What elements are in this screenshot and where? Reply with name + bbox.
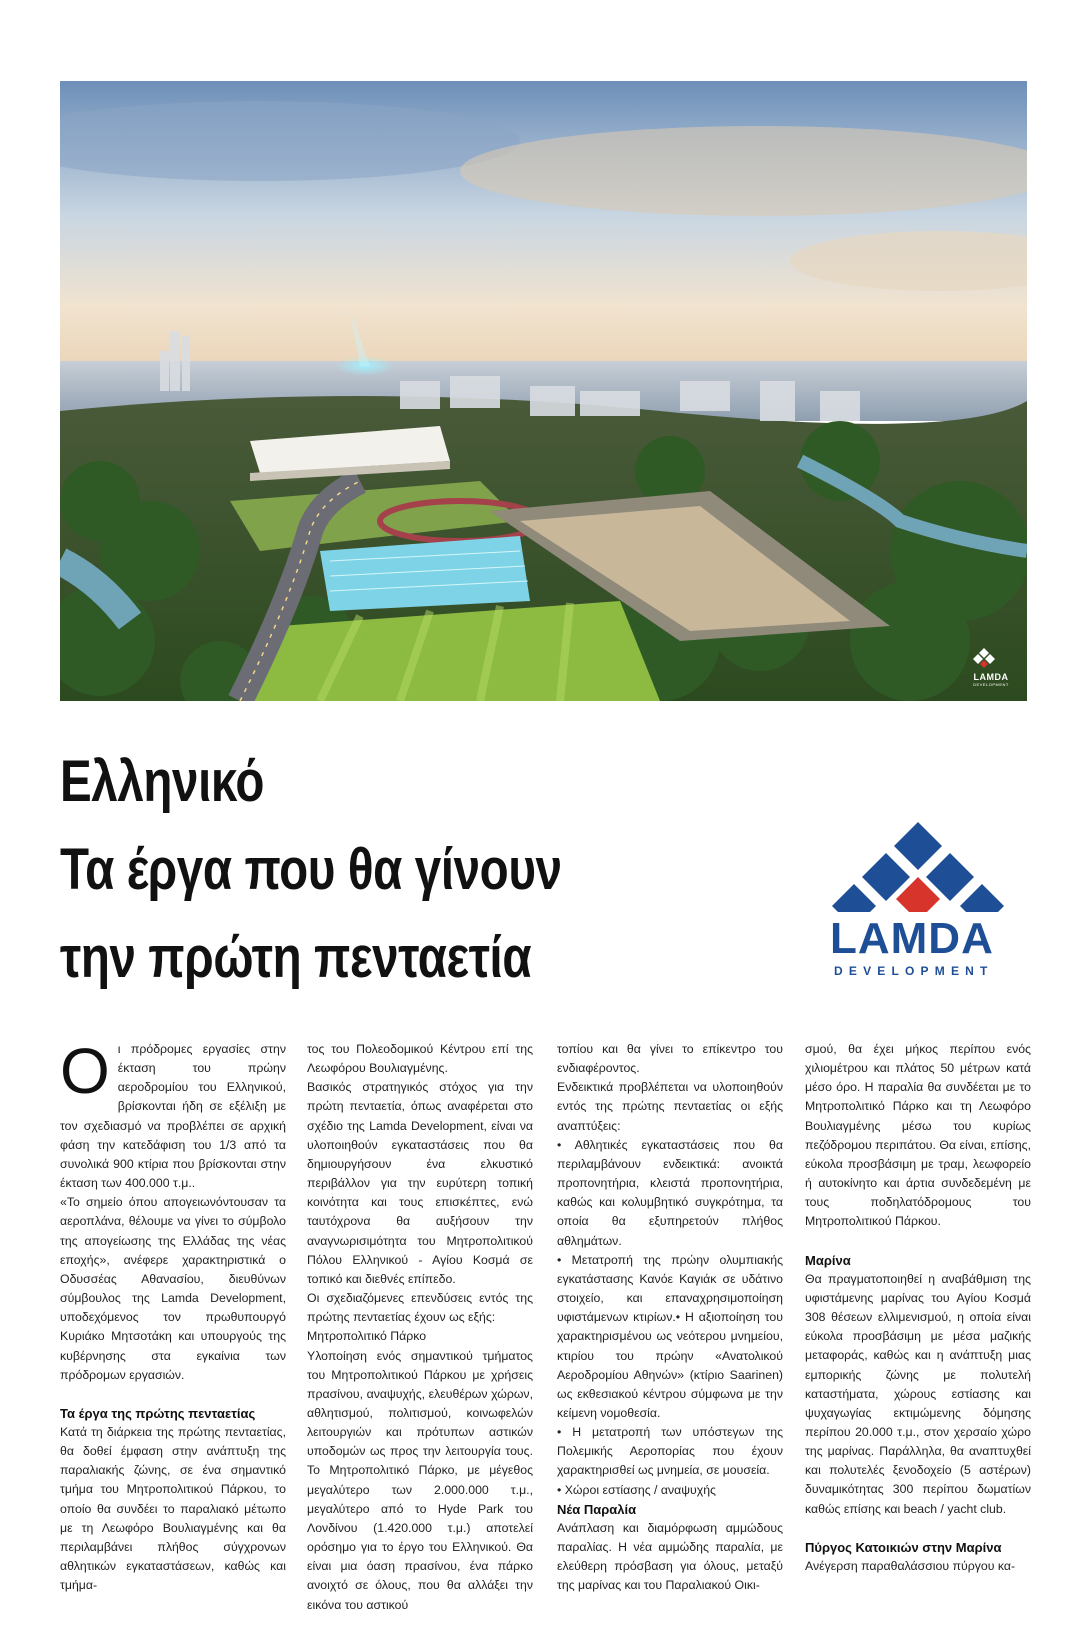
hero-watermark-logo (969, 648, 1013, 687)
hero-logo-text: LAMDA (973, 672, 1009, 682)
paragraph: Ανάπλαση και διαμόρφωση αμμώδους παραλίας. Η νέα αμμώδης παραλία, με ελεύθερη πρόσβαση για όλους, μεταξύ της μαρίνας και του Παραλιακού Οικι- (557, 1520, 783, 1593)
paragraph: Κατά τη διάρκεια της πρώτης πενταετίας, θα δοθεί έμφαση στην ανάπτυξη της παραλιακής ζώνης, σε ένα σημαντικό τμήμα του Μητροπολιτικού Πάρκου, το οποίο θα συνδέει το παραλιακό μέτωπο με τη Λεωφόρο Βουλιαγμένης και θα περιλαμβάνει πλήθος σύγχρονων αθλητικών εγκαταστάσεων, καθώς και τμήμα- (60, 1424, 286, 1593)
bullet-item: • Μετατροπή της πρώην ολυμπιακής εγκατάστασης Κανόε Καγιάκ σε υδάτινο στοιχείο, και επαναχρησιμοποίηση υφιστάμενων κτιρίων.• Η αξιοποίηση του χαρακτηρισμένου ως νεότερου μνημείου, κτιρίου του πρώην «Ανατολικού Αεροδρομίου Αθηνών» (κτίριο Saarinen) ως εκθεσιακού κέντρου σύμφωνα με την κείμενη νομοθεσία. (557, 1252, 783, 1420)
article-column-2 (307, 1040, 533, 1615)
lamda-small-icon (969, 648, 999, 670)
lamda-development-logo (820, 822, 1016, 982)
headline-line-1: Ελληνικό (60, 749, 265, 814)
lamda-diamonds-icon (820, 822, 1016, 914)
article-column-1 (60, 1035, 286, 1595)
headline-line-3: την πρώτη πενταετία (60, 925, 532, 990)
bullet-item: • Η μετατροπή των υπόστεγων της Πολεμικής Αεροπορίας που έχουν χαρακτηρισθεί ως μνημεία, σε μουσεία. (557, 1425, 783, 1478)
hero-illustration (60, 81, 1027, 701)
paragraph: σμού, θα έχει μήκος περίπου ενός χιλιομέτρου και πλάτος 50 μέτρων κατά μέσο όρο. Η παραλία θα συνδέεται με το Μητροπολιτικό Πάρκο και τη Λεωφόρο Βουλιαγμένης μέσω του κυρίως πεζόδρομου περιπάτου. Θα είναι, επίσης, εύκολα προσβάσιμη με τραμ, λεωφορείο ή αυτοκίνητο και άρτια συνδεδεμένη με τους ποδηλατόδρομους του Μητροπολιτικού Πάρκου. (805, 1042, 1031, 1229)
subheading: Πύργος Κατοικιών στην Μαρίνα (805, 1539, 1002, 1555)
paragraph: Θα πραγματοποιηθεί η αναβάθμιση της υφιστάμενης μαρίνας του Αγίου Κοσμά 308 θέσεων ελλιμενισμού, η οποία είναι εύκολα προσβάσιμη με μέσα μαζικής μεταφοράς, καθώς και η ανάπτυξη μιας εμπορικής ζώνης με πολυτελή καταστήματα, χώρους εστίασης και ψυχαγωγίας εκτιμώμενης δόμησης περίπου 20.000 τ.μ., στον χερσαίο χώρο της μαρίνας. Παράλληλα, θα αναπτυχθεί και πολυτελές ξενοδοχείο (5 αστέρων) δυναμικότητας 300 περίπου δωματίων καθώς επίσης και beach / yacht club. (805, 1271, 1031, 1516)
subheading: Μαρίνα (805, 1252, 851, 1268)
paragraph: Οι σχεδιαζόμενες επενδύσεις εντός της πρώτης πενταετίας έχουν ως εξής: (307, 1291, 533, 1325)
intro-text: ι πρόδρομες εργασίες στην έκταση του πρώην αεροδρομίου του Ελληνικού, βρίσκονται ήδη σε εξέλιξη με τον σχεδιασμό να προβλέπει σε αρχική φάση την κατεδάφιση του 1/3 από τα συνολικά 900 κτίρια που βρίσκονται στην έκταση των 400.000 τ.μ.. (60, 1042, 286, 1191)
headline (60, 738, 760, 1002)
hero-logo-sub: DEVELOPMENT (973, 682, 1009, 687)
paragraph: τοπίου και θα γίνει το επίκεντρο του ενδιαφέροντος. (557, 1042, 783, 1076)
brand-name: LAMDA (830, 914, 994, 963)
subheading: Νέα Παραλία (557, 1501, 637, 1517)
paragraph: Υλοποίηση ενός σημαντικού τμήματος του Μητροπολιτικού Πάρκου με χρήσεις πρασίνου, αναψυχής, ελευθέρων χώρων, αθλητισμού, πολιτισμού, κοινωφελών λειτουργιών και πρότυπων αστικών υποδομών ως προς την λειτουργία τους. Το Μητροπολιτικό Πάρκο, με μέγεθος μεγαλύτερο των 2.000.000 τ.μ., μεγαλύτερο από το Hyde Park του Λονδίνου (1.420.000 τ.μ.) αποτελεί ορόσημο για το έργο του Ελληνικού. Θα είναι μια όαση πρασίνου, ένα πάρκο ανοιχτό σε όλους, που θα αλλάξει την εικόνα του αστικού (307, 1348, 533, 1612)
brand-tagline: DEVELOPMENT (834, 964, 994, 978)
article-column-4 (805, 1040, 1031, 1576)
paragraph: Βασικός στρατηγικός στόχος για την πρώτη πενταετία, όπως αναφέρεται στο σχέδιο της Lamda Development, είναι να υλοποιηθούν εγκαταστάσεις που θα δημιουργήσουν ένα ελκυστικό περιβάλλον για την ευρύτερη τοπική κοινότητα και τους επισκέπτες, ενώ ταυτόχρονα θα αυξήσουν την αναγνωρισιμότητα του Μητροπολιτικού Πόλου Ελληνικού - Αγίου Κοσμά σε τοπικό και διεθνές επίπεδο. (307, 1080, 533, 1286)
paragraph: Ανέγερση παραθαλάσσιου πύργου κα- (805, 1558, 1016, 1573)
paragraph: Μητροπολιτικό Πάρκο (307, 1329, 427, 1344)
article-column-3 (557, 1040, 783, 1596)
paragraph: τος του Πολεοδομικού Κέντρου επί της Λεωφόρου Βουλιαγμένης. (307, 1042, 533, 1076)
bullet-item: • Χώροι εστίασης / αναψυχής (557, 1482, 716, 1497)
hero-rendering-image (60, 81, 1027, 701)
bullet-item: • Αθλητικές εγκαταστάσεις που θα περιλαμβάνουν ενδεικτικά: ανοικτά προπονητήρια, κλειστά προπονητήρια, καθώς και κολυμβητικό συγκρότημα, τα οποία θα εξυπηρετούν πλήθος αθλημάτων. (557, 1137, 783, 1248)
paragraph: «Το σημείο όπου απογειωνόντουσαν τα αεροπλάνα, θέλουμε να γίνει το σύμβολο της απογείωσης της Ελλάδας της νέας εποχής», ανέφερε χαρακτηριστικά ο Οδυσσέας Αθανασίου, διευθύνων σύμβουλος της Lamda Development, υποδεχόμενος τον πρωθυπουργό Κυριάκο Μητσοτάκη και υπουργούς της κυβέρνησης στα εγκαίνια των πρόδρομων εργασιών. (60, 1195, 286, 1382)
subheading: Τα έργα της πρώτης πενταετίας (60, 1405, 256, 1421)
intro-paragraph (60, 1035, 286, 1193)
paragraph: Ενδεικτικά προβλέπεται να υλοποιηθούν εντός της πρώτης πενταετίας οι εξής αναπτύξεις: (557, 1080, 783, 1133)
headline-line-2: Τα έργα που θα γίνουν (60, 837, 562, 902)
drop-cap: Ο (60, 1035, 110, 1107)
